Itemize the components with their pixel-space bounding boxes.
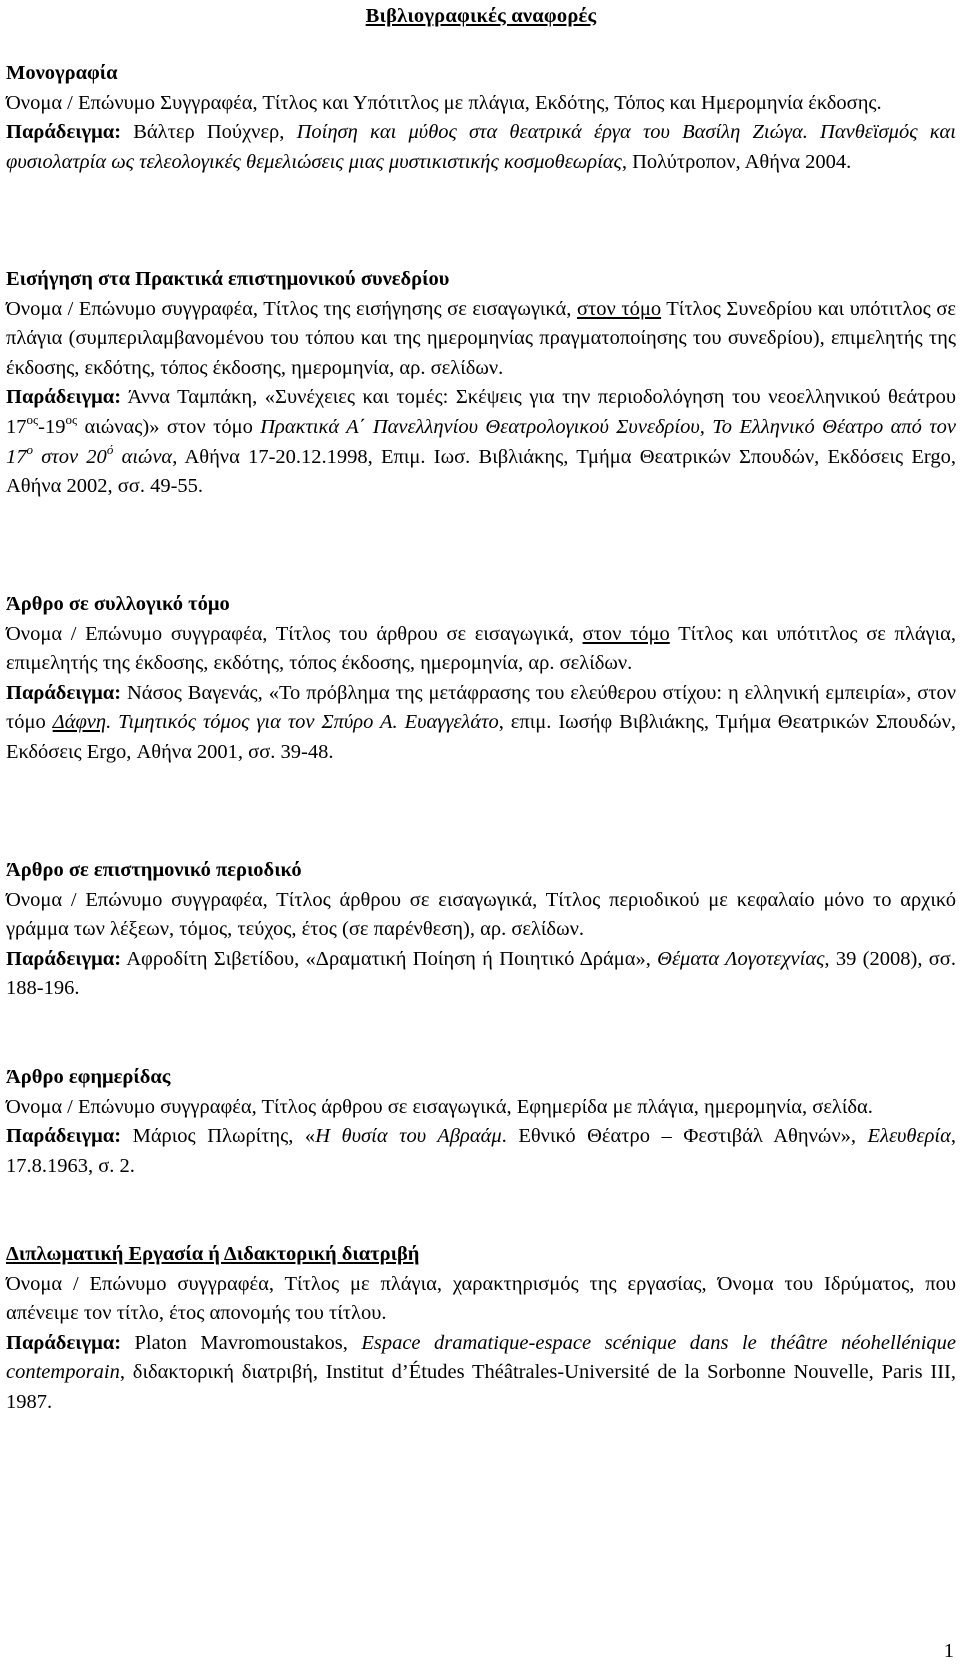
section-conference-paper [6, 265, 956, 502]
section-monograph [6, 59, 956, 177]
example-label: Παράδειγμα: [6, 121, 122, 144]
example-paragraph: Παράδειγμα: Νάσος Βαγενάς, «Το πρόβλημα της μετάφρασης του ελεύθερου στίχου: η ελληνική εμπειρία», στον τόμο Δάφνη. Τιμητικός τόμος για τον Σπύρο Α. Ευαγγελάτο, επιμ. Ιωσήφ Βιβλιάκης, Τμήμα Θεατρικών Σπουδών, Εκδόσεις Ergo, Αθήνα 2001, σσ. 39-48. [6, 681, 956, 763]
format-description: Όνομα / Επώνυμο συγγραφέα, Τίτλος άρθρου σε εισαγωγικά, Τίτλος περιοδικού με κεφαλαίο μόνο το αρχικό γράμμα των λέξεων, τόμος, τεύχος, έτος (σε παρένθεση), αρ. σελίδων. [6, 888, 956, 941]
example-paragraph: Παράδειγμα: Βάλτερ Πούχνερ, Ποίηση και μύθος στα θεατρικά έργα του Βασίλη Ζιώγα. Πανθεϊσμός και φυσιολατρία ως τελεολογικές θεμελιώσεις μιας μυστικιστικής κοσμοθεωρίας, Πολύτροπον, Αθήνα 2004. [6, 121, 957, 173]
example-label: Παράδειγμα: [6, 386, 122, 409]
section-heading: Άρθρο εφημερίδας [6, 1066, 171, 1088]
format-description: Όνομα / Επώνυμο Συγγραφέα, Τίτλος και Υπότιτλος με πλάγια, Εκδότης, Τόπος και Ημερομηνία έκδοσης. [6, 91, 882, 114]
section-heading: Εισήγηση στα Πρακτικά επιστημονικού συνεδρίου [6, 268, 450, 290]
example-label: Παράδειγμα: [6, 1331, 122, 1354]
page-number: 1 [943, 1640, 954, 1662]
example-paragraph: Παράδειγμα: Μάριος Πλωρίτης, «Η θυσία του Αβραάμ. Εθνικό Θέατρο – Φεστιβάλ Αθηνών», Ελευθερία, 17.8.1963, σ. 2. [6, 1125, 957, 1177]
format-description: Όνομα / Επώνυμο συγγραφέα, Τίτλος με πλάγια, χαρακτηρισμός της εργασίας, Όνομα του Ιδρύματος, που απένειμε τον τίτλο, έτος απονομής του τίτλου. [6, 1272, 956, 1325]
section-collective-volume [6, 590, 956, 768]
section-journal-article [6, 856, 956, 1004]
example-label: Παράδειγμα: [6, 1125, 122, 1148]
example-paragraph: Παράδειγμα: Αφροδίτη Σιβετίδου, «Δραματική Ποίηση ή Ποιητικό Δράμα», Θέματα Λογοτεχνίας, 39 (2008), σσ. 188-196. [6, 947, 956, 1000]
section-heading: Άρθρο σε επιστημονικό περιοδικό [6, 859, 302, 881]
format-description: Όνομα / Επώνυμο συγγραφέα, Τίτλος της εισήγησης σε εισαγωγικά, στον τόμο Τίτλος Συνεδρίου και υπότιτλος σε πλάγια (συμπεριλαμβανομένου του τόπου και της ημερομηνίας πραγματοποίησης του συνεδρίου), επιμελητής της έκδοσης, εκδότης, τόπος έκδοσης, ημερομηνία, αρ. σελίδων. [6, 297, 956, 379]
section-heading: Μονογραφία [6, 62, 118, 84]
section-newspaper-article [6, 1063, 956, 1181]
format-description: Όνομα / Επώνυμο συγγραφέα, Τίτλος άρθρου σε εισαγωγικά, Εφημερίδα με πλάγια, ημερομηνία, σελίδα. [6, 1095, 873, 1118]
example-label: Παράδειγμα: [6, 681, 122, 704]
page-title: Βιβλιογραφικές αναφορές [365, 5, 597, 27]
section-heading: Διπλωματική Εργασία ή Διδακτορική διατριβή [6, 1243, 420, 1265]
section-heading: Άρθρο σε συλλογικό τόμο [6, 593, 230, 615]
example-paragraph: Παράδειγμα: Platon Mavromoustakos, Espace dramatique-espace scénique dans le théâtre néohellénique contemporain, διδακτορική διατριβή, Institut d’Études Théâtrales-Université de la Sorbonne Nouvelle, Paris III, 1987. [6, 1331, 956, 1413]
section-thesis [6, 1240, 956, 1418]
example-label: Παράδειγμα: [6, 947, 122, 970]
example-paragraph: Παράδειγμα: Άννα Ταμπάκη, «Συνέχειες και τομές: Σκέψεις για την περιοδολόγηση του νεοελληνικού θεάτρου $17^{o\varsigma}-19^{o\varsigma}$ αιώνας)» στον τόμο Πρακτικά Α΄ Πανελληνίου Θεατρολογικού Συνεδρίου, Το Ελληνικό Θέατρο από τον $17^o$ στον $20^ό$ αιώνα, Αθήνα 17-20.12.1998, Επιμ. Ιωσ. Βιβλιάκης, Τμήμα Θεατρικών Σπουδών, Εκδόσεις Ergo, Αθήνα 2002, σσ. 49-55. [6, 386, 956, 498]
format-description: Όνομα / Επώνυμο συγγραφέα, Τίτλος του άρθρου σε εισαγωγικά, στον τόμο Τίτλος και υπότιτλος σε πλάγια, επιμελητής της έκδοσης, εκδότης, τόπος έκδοσης, ημερομηνία, αρ. σελίδων. [6, 622, 957, 675]
